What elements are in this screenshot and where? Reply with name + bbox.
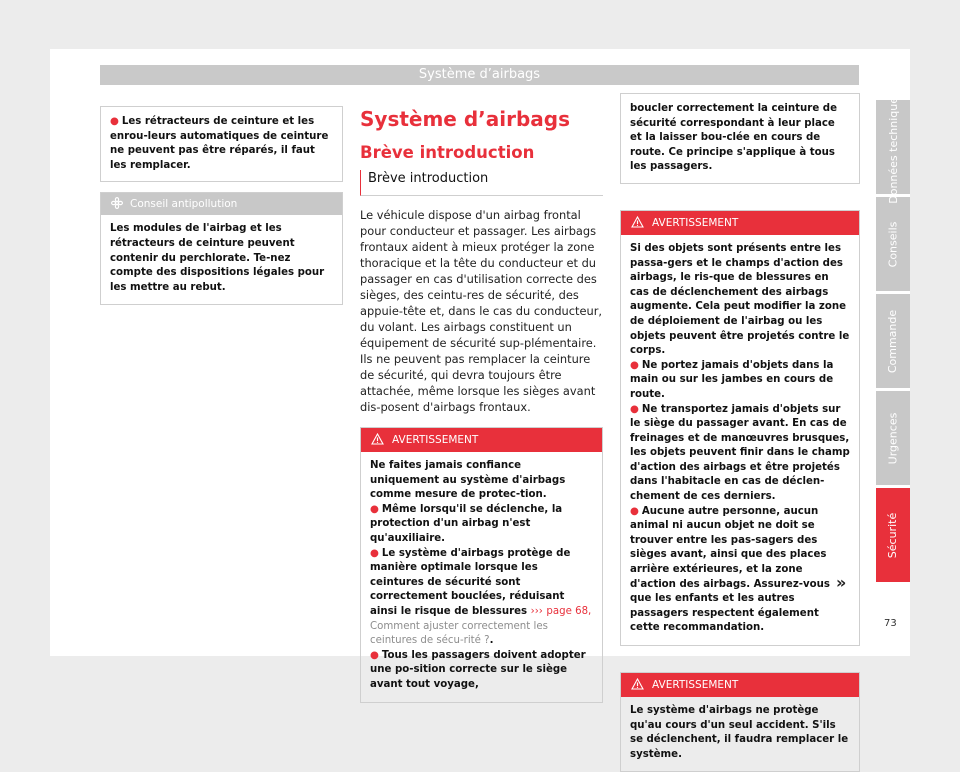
recycle-flower-icon [111, 195, 123, 207]
warning-title: AVERTISSEMENT [652, 216, 739, 229]
chapter-subtitle: Brève introduction [360, 143, 535, 162]
tab-label: Conseils [886, 221, 900, 267]
page-ref-arrows: ››› [530, 605, 543, 617]
bullet-dot-icon: ● [630, 505, 639, 517]
bullet-text: Ne transportez jamais d'objets sur le siège du passager avant. En cas de freinages et de manœuvres brusques, les objets peuvent finir dans le champ d'action des airbags et être projetés dans l'habitacle en cas de déclen-chement de ces derniers. [630, 403, 850, 503]
column-middle [360, 106, 603, 703]
chapter-title: Système d’airbags [360, 107, 570, 131]
list-item [630, 403, 850, 505]
warning-header [361, 428, 602, 452]
bullet-dot-icon: ● [630, 403, 639, 415]
warning-box [620, 672, 860, 772]
warning-intro: Ne faites jamais confiance uniquement au système d'airbags comme mesure de protec-tion. [370, 460, 566, 501]
warning-triangle-icon [631, 675, 644, 699]
tab-urgences[interactable] [876, 391, 910, 485]
warning-triangle-icon [371, 430, 384, 454]
page-ref-title[interactable]: Comment ajuster correctement les ceintures de sécu-rité ? [370, 620, 548, 647]
tab-label: Données techniques [886, 90, 900, 204]
note-text: Les modules de l'airbag et les rétracteurs de ceinture peuvent contenir du perchlorate. Te-nez compte des dispositions légales pour les mettre au rebut. [110, 223, 325, 293]
page-header: Système d’airbags [100, 65, 859, 85]
tab-label: Urgences [886, 412, 900, 464]
warning-intro: Si des objets sont présents entre les passa-gers et le champs d'action des airbags, le ris-que de blessures en cas de déclenchement des airbags augmente. Cela peut modifier la zone de déploiement de l'airbag ou les objets peuvent être projetés contre le corps. [630, 242, 850, 357]
section-tabs [876, 90, 910, 585]
tab-label: Commande [886, 309, 900, 373]
column-left [100, 106, 343, 305]
warning-title: AVERTISSEMENT [392, 434, 479, 446]
list-item [630, 359, 850, 403]
tab-securite[interactable] [876, 488, 910, 582]
tab-donnees-techniques[interactable] [876, 90, 910, 204]
bullet-dot-icon: ● [110, 116, 119, 127]
bullet-text: Même lorsqu'il se déclenche, la protection d'un airbag n'est qu'auxiliaire. [370, 503, 563, 544]
warning-box [620, 210, 860, 646]
list-item [370, 649, 593, 693]
bullet-box [100, 106, 343, 182]
warning-body [621, 235, 859, 645]
bullet-dot-icon: ● [370, 649, 379, 661]
section-title: Brève introduction [360, 170, 603, 196]
bullet-text: Le système d'airbags protège de manière optimale lorsque les ceintures de sécurité sont correctement bouclées, réduisant ainsi le risque de blessures [370, 547, 571, 617]
page-ref-link[interactable]: page 68, [546, 605, 592, 617]
page-number: 73 [884, 618, 897, 629]
note-header [101, 193, 342, 215]
warning-header [621, 211, 859, 235]
bullet-dot-icon: ● [370, 503, 379, 515]
continued-box: boucler correctement la ceinture de sécurité correspondant à leur place et la laisser bou-clée en cours de route. Ce principe s'applique à tous les passagers. [620, 93, 860, 184]
warning-box [360, 427, 603, 703]
bullet-text: Ne portez jamais d'objets dans la main ou sur les jambes en cours de route. [630, 359, 834, 400]
warning-body [361, 452, 602, 702]
warning-title: AVERTISSEMENT [652, 679, 739, 691]
bullet-dot-icon: ● [370, 547, 379, 559]
note-title: Conseil antipollution [130, 198, 238, 211]
bullet-end: . [489, 635, 494, 647]
bullet-text: Tous les passagers doivent adopter une po-sition correcte sur le siège avant tout voyage, [370, 649, 586, 690]
warning-body: Le système d'airbags ne protège qu'au cours d'un seul accident. S'ils se déclenchent, il faudra remplacer le système. [630, 705, 849, 760]
warning-triangle-icon [631, 213, 644, 237]
tab-conseils[interactable] [876, 197, 910, 291]
page [50, 49, 910, 760]
continue-marker: » [836, 573, 847, 592]
bullet-text: Les rétracteurs de ceinture et les enrou-leurs automatiques de ceinture ne peuvent pas être réparés, il faut les remplacer. [110, 116, 329, 171]
bullet-dot-icon: ● [630, 359, 639, 371]
tab-label: Sécurité [886, 512, 900, 558]
list-item [370, 547, 593, 649]
list-item [630, 505, 850, 636]
bullet-text: Aucune autre personne, aucun animal ni aucun objet ne doit se trouver entre les pas-sagers des sièges avant, ainsi que des places arrière extérieures, et la zone d'action des airbags. Assurez-vous que les enfants et les autres passagers respectent également cette recommandation. [630, 505, 830, 634]
column-right [620, 93, 860, 772]
note-box [100, 192, 343, 305]
warning-header [621, 673, 859, 697]
intro-paragraph: Le véhicule dispose d'un airbag frontal pour conducteur et passager. Les airbags frontaux aident à mieux protéger la zone thoracique et la tête du conducteur et du passager en cas d'utilisation correcte des sièges, des ceintu-res de sécurité, des appuie-tête et, dans le cas du conducteur, du volant. Les airbags constituent un équipement de sécurité sup-plémentaire. Ils ne peuvent pas remplacer la ceinture de sécurité, qui devra toujours être attachée, même lorsque les sièges avant dis-posent d'airbags frontaux. [360, 208, 603, 414]
list-item [370, 503, 593, 547]
list-item [110, 115, 333, 173]
tab-commande[interactable] [876, 294, 910, 388]
